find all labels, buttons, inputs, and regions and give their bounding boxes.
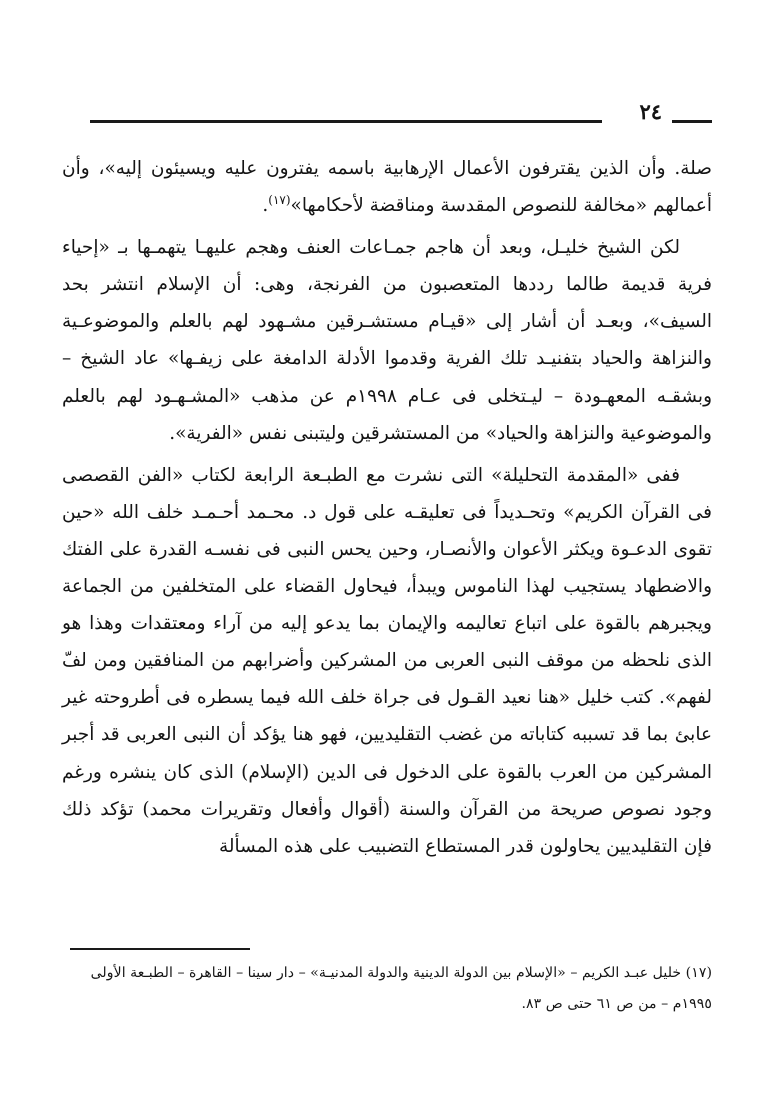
header-rule — [90, 120, 602, 123]
paragraph: ففى «المقدمة التحليلة» التى نشرت مع الطبـعة الرابعة لكتاب «الفن القصصى فى القرآن الكريم» وتحـديداً فى تعليقـه على قول د. محـمد أحـمـد خلف الله «حين تقوى الدعـوة ويكثر الأعوان والأنصـار، وحين يحس النبى فى نفسـه القدرة على الفتك والاضطهاد يستجيب لهذا الناموس ويبدأ، فيحاول القضاء على المتخلفين من الجماعة ويجبرهم بالقوة على اتباع تعاليمه والإيمان بما يدعو إليه من آراء ومعتقدات وهذا هو الذى نلحظه من موقف النبى العربى من المشركين وأضرابهم من المنافقين ومن لفّ لفهم». كتب خليل «هنا نعيد القـول فى جراة خلف الله فيما يسطره فى أطروحته غير عابئ بما قد تسببه كتاباته من غضب التقليديين، فهو هنا يؤكد أن النبى العربى قد أجبر المشركين من العرب بالقوة على الدخول فى الدين (الإسلام) الذى كان ينشره ورغم وجود نصوص صريحة من القرآن والسنة (أقوال وأفعال وتقريرات محمد) تؤكد ذلك فإن التقليديين يحاولون قدر المستطاع التضبيب على هذه المسألة — [62, 464, 712, 857]
paragraph — [62, 150, 712, 224]
footnote-line: (١٧) خليل عبـد الكريم – «الإسلام بين الدولة الدينية والدولة المدنيـة» – دار سينا – القاهرة – الطبـعة الأولى — [90, 965, 712, 981]
footnotes — [62, 958, 712, 1020]
footnote-separator — [70, 948, 250, 950]
paragraph-text: صلة. وأن الذين يقترفون الأعمال الإرهابية باسمه يفترون عليه ويسيئون إليه»، وأن أعمالهم «مخالفة للنصوص المقدسة ومناقضة لأحكامها» — [62, 158, 712, 217]
footnote-line: ١٩٩٥م – من ص ٦١ حتى ص ٨٣. — [521, 996, 712, 1012]
body-text — [62, 150, 712, 870]
footnote-reference: (١٧) — [268, 192, 291, 207]
paragraph-tail: . — [262, 195, 269, 217]
page-number: ٢٤ — [639, 99, 662, 124]
paragraph: لكن الشيخ خليـل، وبعد أن هاجم جمـاعات العنف وهجم عليهـا يتهمـها بـ «إحياء فرية قديمة طالما رددها المتعصبون من الفرنجة، وهى: أن الإسلام انتشر بحد السيف»، وبعـد أن أشار إلى «قيـام مستشـرقين مشـهود لهم بالعلم والموضوعـية والنزاهة والحياد بتفنيـد تلك الفرية وقدموا الأدلة الدامغة على زيفـها» عاد الشيخ – وبشقـه المعهـودة – ليـتخلى فى عـام ١٩٩٨م عن مذهب «المشـهـود لهم بالعلم والموضوعية والنزاهة والحياد» من المستشرقين وليتبنى نفس «الفرية». — [62, 237, 712, 444]
header-rule-short — [672, 120, 712, 123]
page-header — [62, 96, 712, 136]
